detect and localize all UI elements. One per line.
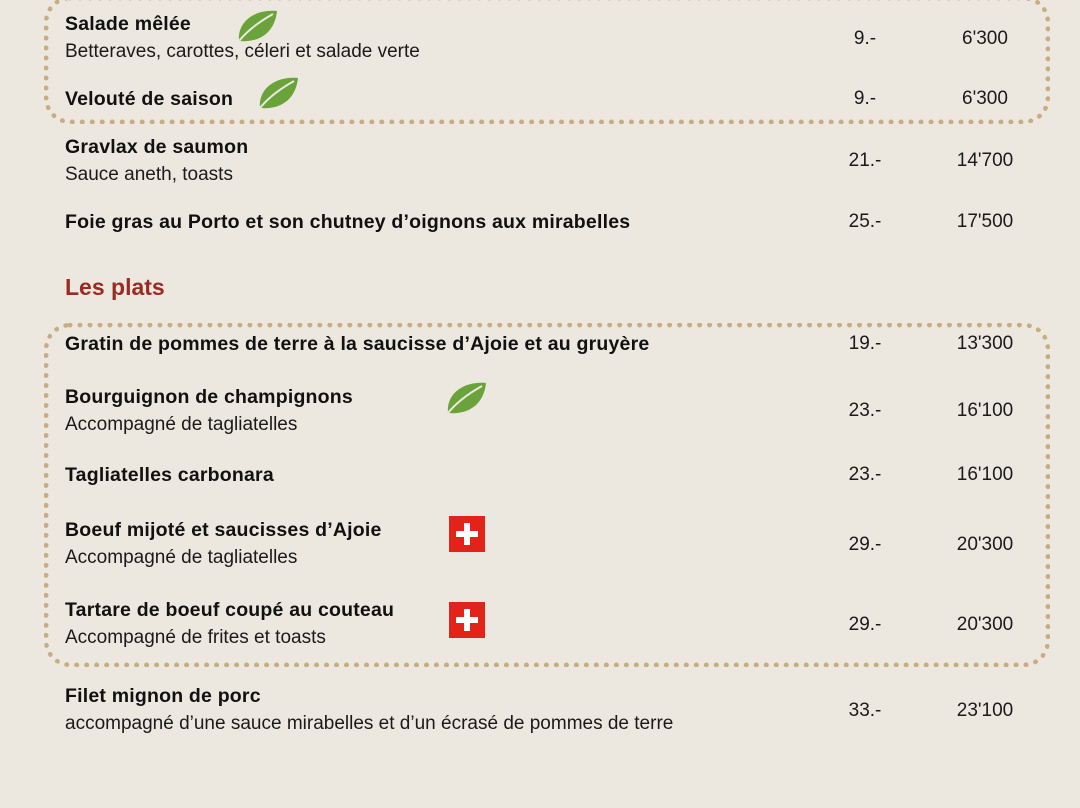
item-name: Gratin de pommes de terre à la saucisse d’Ajoie et au gruyère <box>65 333 650 355</box>
menu-item <box>65 135 248 187</box>
item-price-alt: 17'500 <box>956 211 1014 232</box>
item-price-alt: 6'300 <box>962 28 1008 49</box>
item-price: 21.- <box>848 150 882 171</box>
item-price: 23.- <box>848 400 882 421</box>
item-name: Boeuf mijoté et saucisses d’Ajoie <box>65 519 382 541</box>
item-price-alt: 16'100 <box>956 464 1014 485</box>
item-description: accompagné d’une sauce mirabelles et d’un écrasé de pommes de terre <box>65 713 674 734</box>
item-name: Velouté de saison <box>65 88 234 110</box>
leaf-icon <box>233 5 279 45</box>
item-description: Betteraves, carottes, céleri et salade verte <box>65 41 420 62</box>
leaf-icon <box>254 72 300 112</box>
item-description: Sauce aneth, toasts <box>65 164 233 185</box>
item-price: 33.- <box>848 700 882 721</box>
item-name: Tartare de boeuf coupé au couteau <box>65 599 395 621</box>
menu-item <box>65 332 649 356</box>
item-name: Filet mignon de porc <box>65 685 261 707</box>
item-price-alt: 14'700 <box>956 150 1014 171</box>
swiss-flag-icon <box>449 602 485 638</box>
item-name: Gravlax de saumon <box>65 136 249 158</box>
menu-item <box>65 684 673 736</box>
item-price-alt: 6'300 <box>962 88 1008 109</box>
item-price-alt: 20'300 <box>956 614 1014 635</box>
item-price: 9.- <box>853 88 877 109</box>
item-price: 9.- <box>853 28 877 49</box>
item-price: 23.- <box>848 464 882 485</box>
section-title-plats: Les plats <box>65 274 165 300</box>
menu-item <box>65 598 394 650</box>
menu-item <box>65 385 353 437</box>
item-price-alt: 13'300 <box>956 333 1014 354</box>
menu-item <box>65 518 382 570</box>
item-price: 25.- <box>848 211 882 232</box>
item-name: Foie gras au Porto et son chutney d’oignons aux mirabelles <box>65 211 631 233</box>
item-description: Accompagné de frites et toasts <box>65 627 326 648</box>
item-name: Tagliatelles carbonara <box>65 464 274 486</box>
item-price: 19.- <box>848 333 882 354</box>
leaf-icon <box>442 377 488 417</box>
item-price-alt: 20'300 <box>956 534 1014 555</box>
item-price-alt: 23'100 <box>956 700 1014 721</box>
item-description: Accompagné de tagliatelles <box>65 547 298 568</box>
menu-item <box>65 87 233 111</box>
item-description: Accompagné de tagliatelles <box>65 414 298 435</box>
item-name: Salade mêlée <box>65 13 191 35</box>
item-price: 29.- <box>848 534 882 555</box>
item-price-alt: 16'100 <box>956 400 1014 421</box>
item-price: 29.- <box>848 614 882 635</box>
menu-item <box>65 210 630 234</box>
swiss-flag-icon <box>449 516 485 552</box>
menu-item <box>65 463 274 487</box>
item-name: Bourguignon de champignons <box>65 386 353 408</box>
